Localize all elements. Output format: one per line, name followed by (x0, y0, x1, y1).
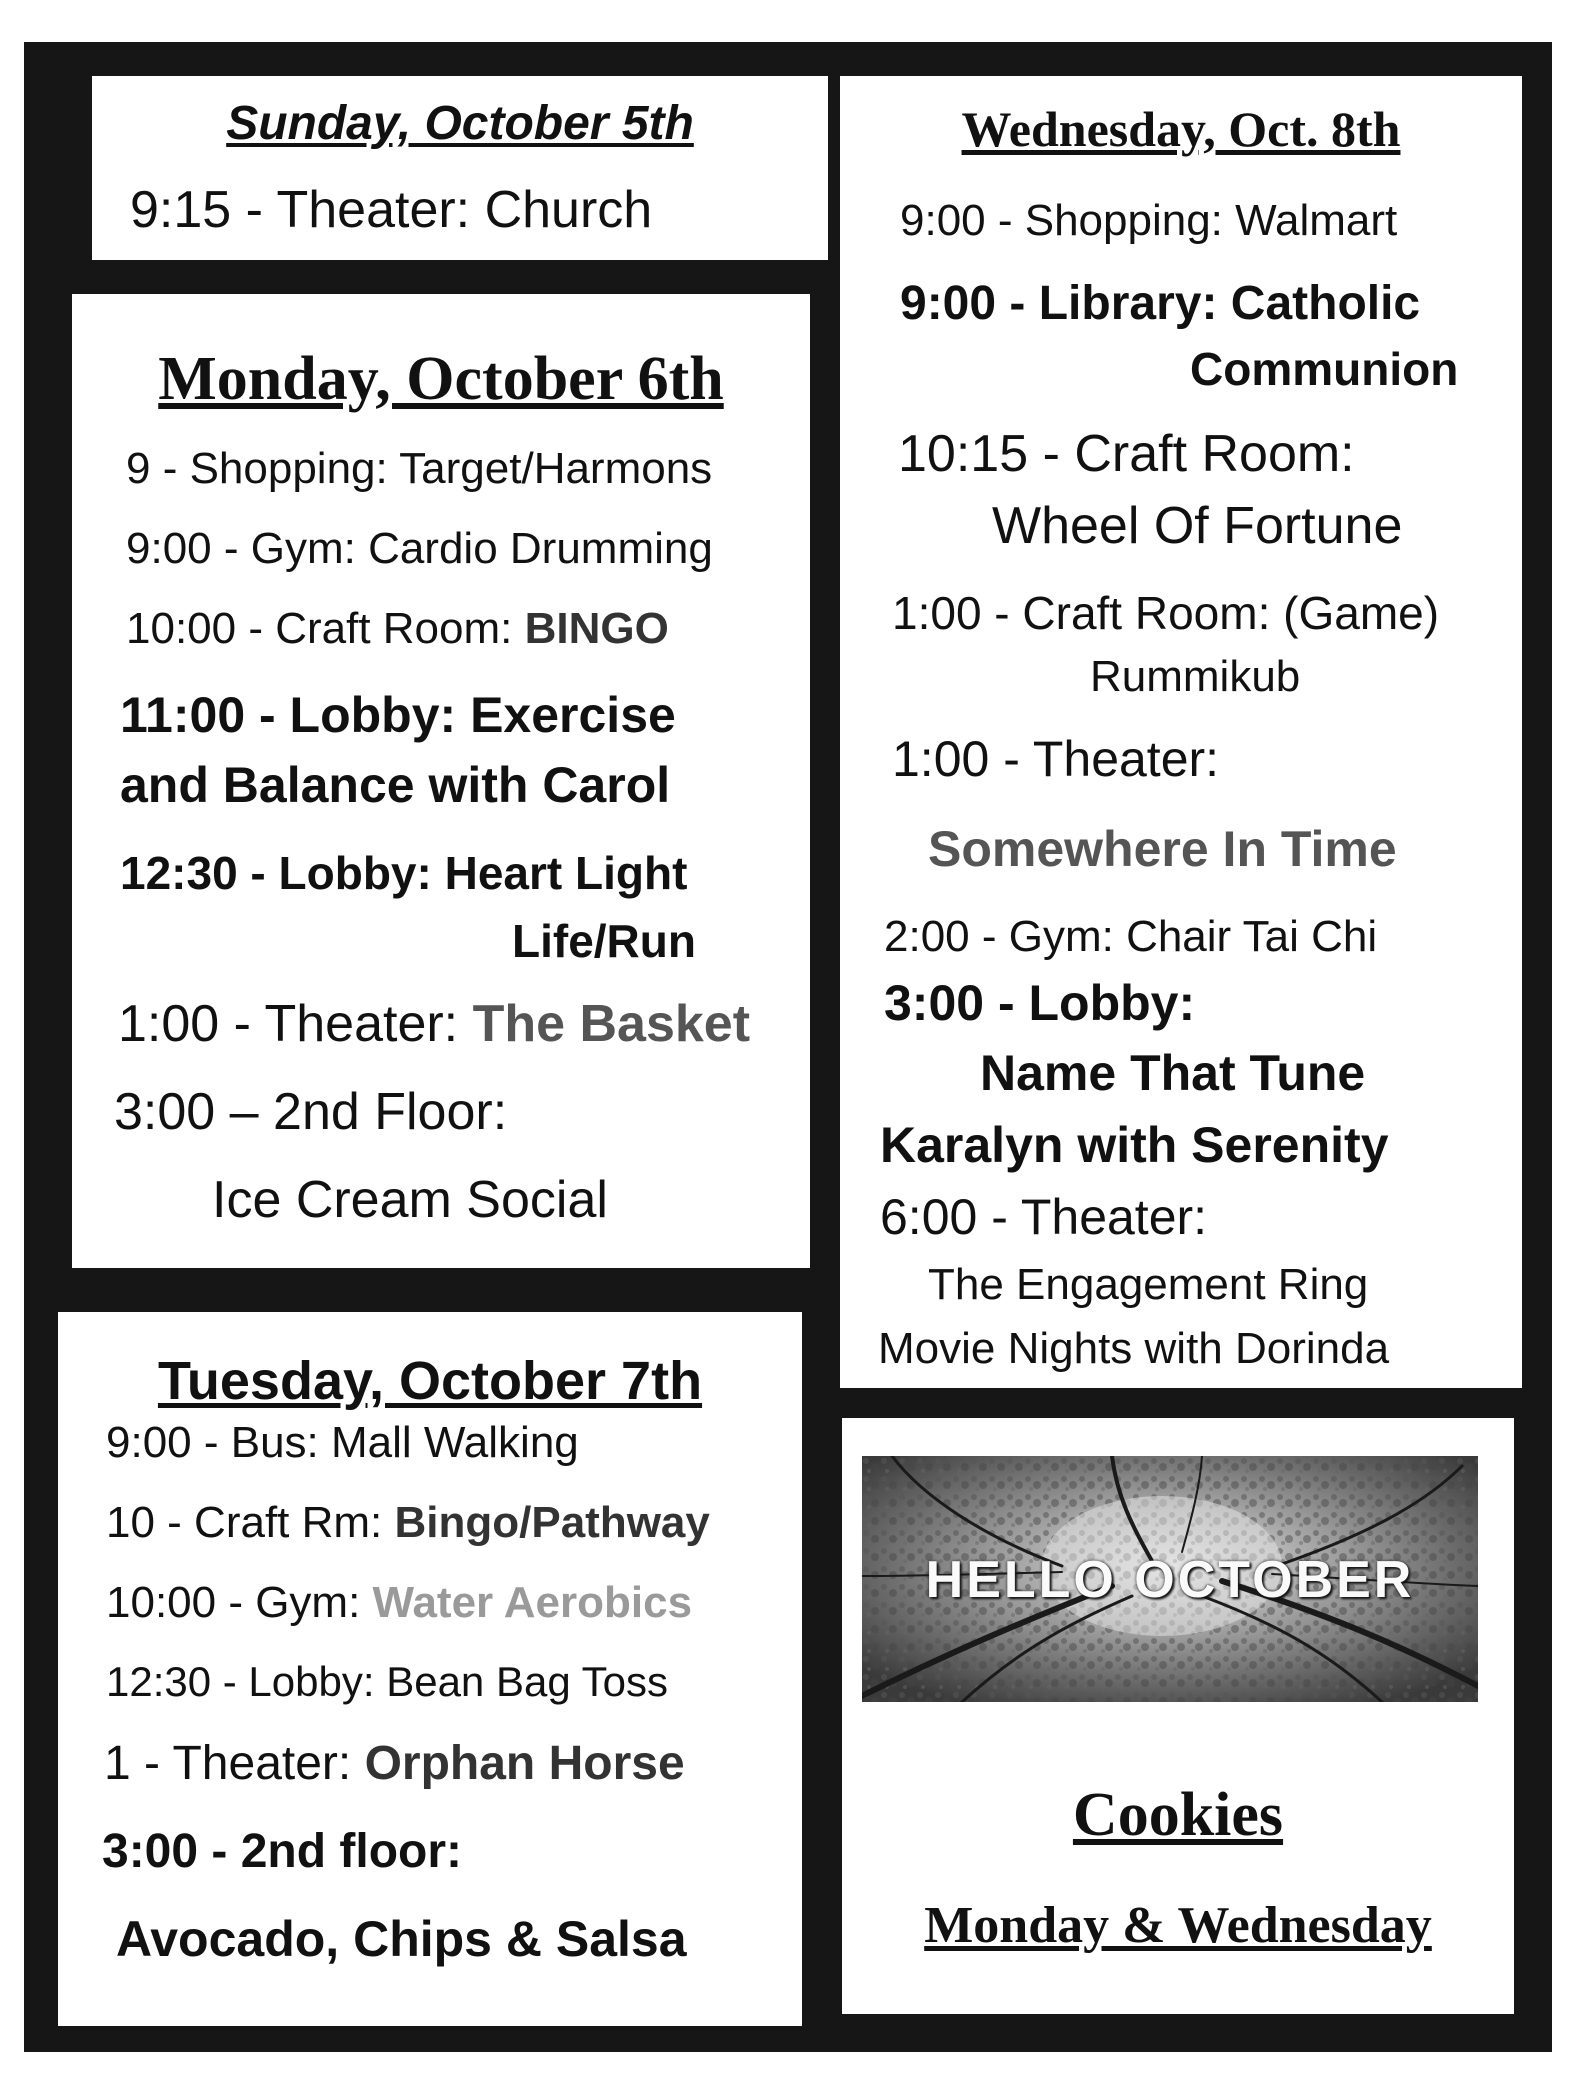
wednesday-movie-line2: The Engagement Ring (928, 1260, 1369, 1309)
tuesday-gym (106, 1578, 692, 1628)
wednesday-tune-line1: 3:00 - Lobby: (884, 975, 1196, 1031)
wednesday-shopping: 9:00 - Shopping: Walmart (900, 196, 1398, 245)
monday-theater-event: The Basket (472, 995, 751, 1053)
tuesday-craft-event: Bingo/Pathway (394, 1498, 710, 1547)
tuesday-gym-event: Water Aerobics (372, 1578, 693, 1627)
sunday-item: 9:15 - Theater: Church (130, 181, 653, 239)
monday-craft-prefix: 10:00 - Craft Room: (126, 604, 525, 653)
tuesday-lobby: 12:30 - Lobby: Bean Bag Toss (106, 1658, 668, 1705)
monday-heading: Monday, October 6th (158, 345, 724, 413)
cookies-panel (842, 1418, 1514, 2014)
monday-gym: 9:00 - Gym: Cardio Drumming (126, 524, 713, 573)
monday-shopping: 9 - Shopping: Target/Harmons (126, 444, 713, 493)
wednesday-tune-line2: Name That Tune (980, 1045, 1366, 1101)
wednesday-library-line1: 9:00 - Library: Catholic (900, 277, 1421, 330)
tuesday-theater-prefix: 1 - Theater: (104, 1737, 365, 1790)
tuesday-theater (104, 1736, 685, 1791)
hello-october-text: HELLO OCTOBER (925, 1551, 1415, 1609)
wednesday-heading: Wednesday, Oct. 8th (961, 101, 1401, 157)
wednesday-craft-line1: 10:15 - Craft Room: (898, 425, 1355, 483)
wednesday-game-line2: Rummikub (1090, 652, 1301, 701)
monday-craft-event: BINGO (524, 604, 669, 653)
tuesday-panel (58, 1312, 802, 2026)
tuesday-heading: Tuesday, October 7th (157, 1351, 703, 1411)
tuesday-floor-line2: Avocado, Chips & Salsa (116, 1911, 687, 1967)
wednesday-library-line2: Communion (1190, 343, 1459, 395)
monday-floor-line1: 3:00 – 2nd Floor: (114, 1083, 508, 1141)
wednesday-craft-line2: Wheel Of Fortune (992, 497, 1403, 555)
monday-panel (72, 294, 810, 1268)
wednesday-theater-line1: 1:00 - Theater: (892, 731, 1220, 787)
sunday-panel (92, 76, 828, 260)
monday-exercise-line2: and Balance with Carol (120, 757, 671, 813)
monday-craft (126, 604, 669, 654)
monday-heart-line1: 12:30 - Lobby: Heart Light (120, 847, 688, 899)
tuesday-craft-prefix: 10 - Craft Rm: (106, 1498, 395, 1547)
tuesday-craft (106, 1498, 710, 1548)
wednesday-gym: 2:00 - Gym: Chair Tai Chi (884, 912, 1378, 961)
monday-heart-line2: Life/Run (512, 915, 696, 967)
monday-floor-line2: Ice Cream Social (212, 1171, 608, 1229)
tuesday-gym-prefix: 10:00 - Gym: (106, 1578, 373, 1627)
wednesday-game-line1: 1:00 - Craft Room: (Game) (892, 587, 1440, 639)
tuesday-floor-line1: 3:00 - 2nd floor: (102, 1825, 463, 1878)
monday-theater-prefix: 1:00 - Theater: (118, 995, 473, 1053)
wednesday-movie-line3: Movie Nights with Dorinda (878, 1324, 1390, 1373)
monday-exercise-line1: 11:00 - Lobby: Exercise (120, 687, 676, 743)
sunday-heading: Sunday, October 5th (226, 97, 694, 150)
wednesday-panel (840, 76, 1522, 1388)
cookies-days: Monday & Wednesday (924, 1897, 1432, 1954)
tuesday-theater-event: Orphan Horse (364, 1737, 685, 1790)
wednesday-tune-line3: Karalyn with Serenity (880, 1117, 1389, 1173)
hello-october-photo (862, 1456, 1478, 1702)
tuesday-bus: 9:00 - Bus: Mall Walking (106, 1418, 579, 1467)
monday-theater (118, 994, 750, 1054)
cookies-title: Cookies (1072, 1781, 1284, 1849)
wednesday-theater-line2: Somewhere In Time (928, 821, 1397, 877)
wednesday-movie-line1: 6:00 - Theater: (880, 1189, 1208, 1245)
